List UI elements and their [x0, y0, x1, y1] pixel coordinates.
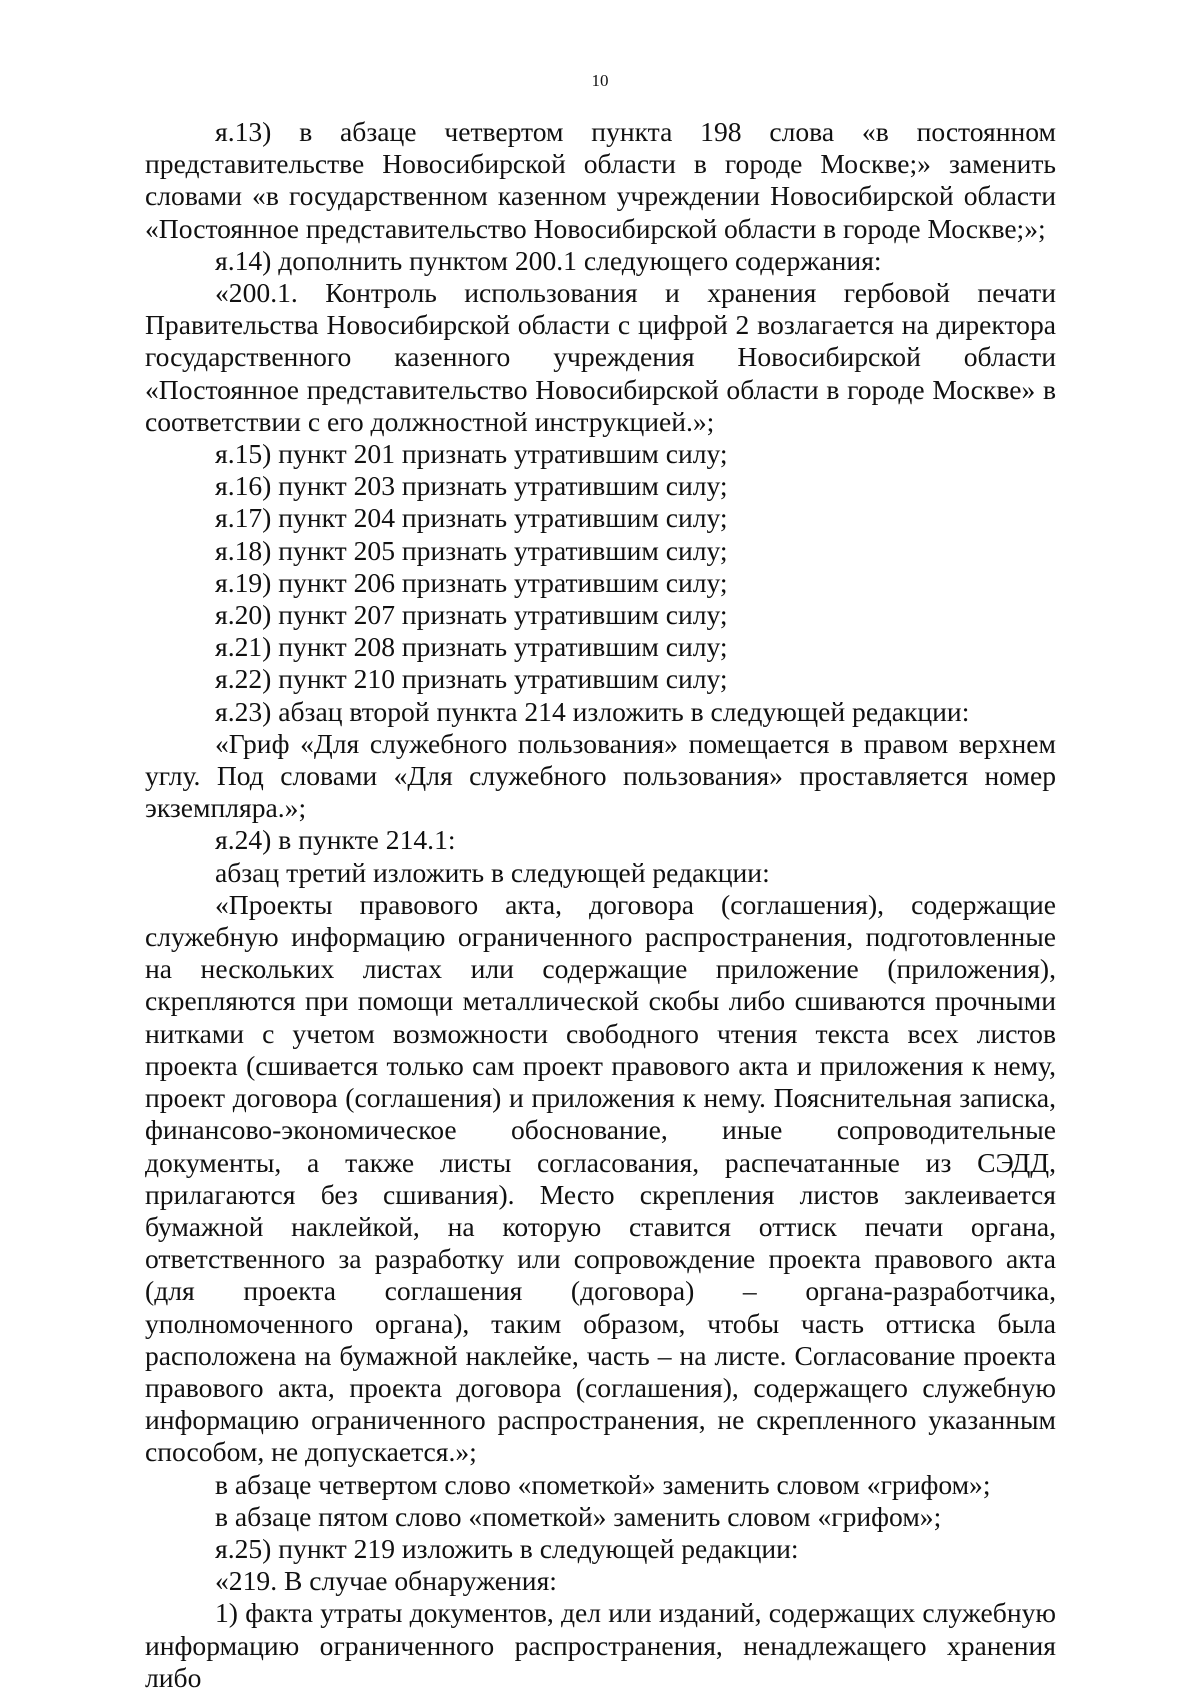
paragraph-grif-quote: «Гриф «Для служебного пользования» помещается в правом верхнем углу. Под словами «Для служебного пользования» проставляется номер экземпляра.»; [145, 727, 1056, 824]
document-body [145, 116, 1056, 1694]
paragraph-ya20: я.20) пункт 207 признать утратившим силу; [215, 599, 728, 631]
paragraph-ya17: я.17) пункт 204 признать утратившим силу; [215, 502, 728, 534]
paragraph-ya21: я.21) пункт 208 признать утратившим силу; [215, 631, 728, 663]
paragraph-abzac-chetvertyi: в абзаце четвертом слово «пометкой» заменить словом «грифом»; [215, 1468, 991, 1500]
paragraph-219-quote: «219. В случае обнаружения: [215, 1565, 557, 1597]
paragraph-proekty-quote: «Проекты правового акта, договора (соглашения), содержащие служебную информацию ограниченного распространения, подготовленные на нескольких листах или содержащие приложение (приложения), скрепляются при помощи металлической скобы либо сшиваются прочными нитками с учетом возможности свободного чтения текста всех листов проекта (сшивается только сам проект правового акта и приложения к нему, проект договора (соглашения) и приложения к нему. Пояснительная записка, финансово-экономическое обоснование, иные сопроводительные документы, а также листы согласования, распечатанные из СЭДД, прилагаются без сшивания). Место скрепления листов заклеивается бумажной наклейкой, на которую ставится оттиск печати органа, ответственного за разработку или сопровождение проекта правового акта (для проекта соглашения (договора) – органа-разработчика, уполномоченного органа), таким образом, чтобы часть оттиска была расположена на бумажной наклейке, часть – на листе. Согласование проекта правового акта, проекта договора (соглашения), содержащего служебную информацию ограниченного распространения, не скрепленного указанным способом, не допускается.»; [145, 888, 1056, 1468]
page-number: 10 [591, 71, 609, 90]
paragraph-ya16: я.16) пункт 203 признать утратившим силу; [215, 470, 728, 502]
paragraph-ya24: я.24) в пункте 214.1: [215, 824, 456, 856]
paragraph-ya19: я.19) пункт 206 признать утратившим силу; [215, 566, 728, 598]
paragraph-ya18: я.18) пункт 205 признать утратившим силу; [215, 534, 728, 566]
paragraph-200-1-quote: «200.1. Контроль использования и хранения гербовой печати Правительства Новосибирской области с цифрой 2 возлагается на директора государственного казенного учреждения Новосибирской области «Постоянное представительство Новосибирской области в городе Москве» в соответствии с его должностной инструкцией.»; [145, 277, 1056, 437]
paragraph-ya15: я.15) пункт 201 признать утратившим силу; [215, 438, 728, 470]
paragraph-abzac-pyatyi: в абзаце пятом слово «пометкой» заменить словом «грифом»; [215, 1500, 942, 1532]
paragraph-abzac-tretiy: абзац третий изложить в следующей редакции: [215, 856, 770, 888]
paragraph-ya25: я.25) пункт 219 изложить в следующей редакции: [215, 1532, 799, 1564]
paragraph-ya13: я.13) в абзаце четвертом пункта 198 слова «в постоянном представительстве Новосибирской области в городе Москве;» заменить словами «в государственном казенном учреждении Новосибирской области «Постоянное представительство Новосибирской области в городе Москве;»; [145, 116, 1056, 244]
paragraph-ya23: я.23) абзац второй пункта 214 изложить в следующей редакции: [215, 695, 970, 727]
paragraph-ya22: я.22) пункт 210 признать утратившим силу; [215, 663, 728, 695]
paragraph-219-item-1: 1) факта утраты документов, дел или изданий, содержащих служебную информацию ограниченного распространения, ненадлежащего хранения либо [145, 1597, 1056, 1693]
paragraph-ya14: я.14) дополнить пунктом 200.1 следующего содержания: [215, 244, 882, 276]
